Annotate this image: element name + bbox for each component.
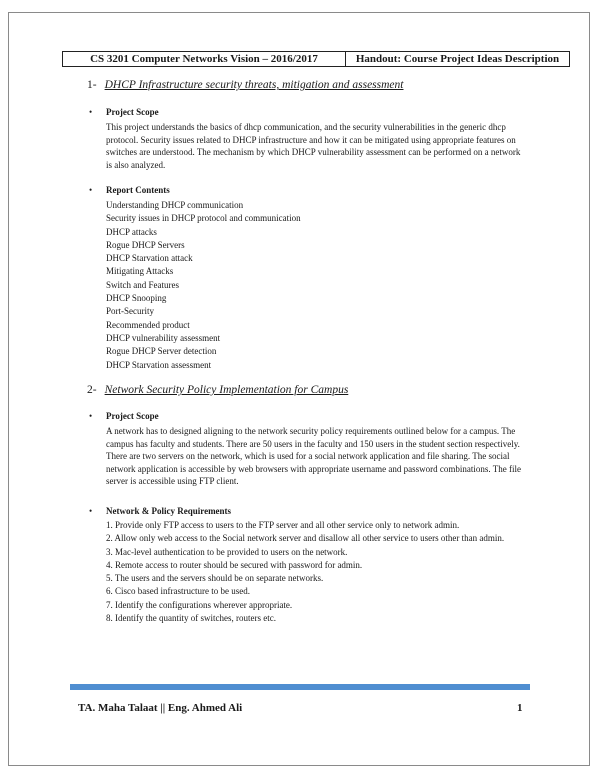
list-item: 1. Provide only FTP access to users to the FTP server and all other service only to network admin.	[106, 520, 460, 530]
list-item: Recommended product	[106, 319, 190, 330]
list-item: DHCP Snooping	[106, 293, 167, 304]
section-title-text: DHCP Infrastructure security threats, mitigation and assessment	[104, 79, 404, 91]
section-2-scope-heading: Project Scope	[106, 411, 159, 421]
list-item: Port-Security	[106, 306, 154, 317]
bullet-icon: •	[89, 185, 93, 195]
section-title-text: Network Security Policy Implementation for Campus	[104, 384, 349, 396]
section-2-requirements-list	[106, 519, 526, 625]
list-item: Understanding DHCP communication	[106, 200, 244, 210]
list-item: 8. Identify the quantity of switches, routers etc.	[106, 613, 276, 624]
list-item: DHCP attacks	[106, 226, 157, 237]
list-item: DHCP vulnerability assessment	[106, 332, 221, 343]
section-1-title	[87, 79, 403, 91]
section-2-requirements-heading: Network & Policy Requirements	[106, 506, 232, 516]
page-header	[62, 51, 570, 67]
handout-title: Handout: Course Project Ideas Description	[355, 53, 560, 65]
section-number: 2-	[87, 384, 97, 396]
section-1-contents-heading: Report Contents	[106, 185, 170, 195]
bullet-icon: •	[89, 411, 93, 421]
list-item: 7. Identify the configurations wherever appropriate.	[106, 599, 293, 610]
footer-divider	[70, 684, 530, 690]
list-item: DHCP Starvation assessment	[106, 359, 212, 370]
footer-authors: TA. Maha Talaat || Eng. Ahmed Ali	[78, 702, 243, 714]
bullet-icon: •	[89, 107, 93, 117]
list-item: 2. Allow only web access to the Social network server and disallow all other service to users other than admin.	[106, 533, 505, 544]
list-item: DHCP Starvation attack	[106, 253, 193, 264]
list-item: 6. Cisco based infrastructure to be used.	[106, 586, 250, 597]
section-2-scope-text: A network has to designed aligning to the network security policy requirements outlined below for a campus. The campus has faculty and students. There are 50 users in the faculty and 150 users in the student section respectively. There are two servers on the network, which is used for a social network application and file sharing. The social network application is accessible by web browsers with appropriate username and password combinations. The file server is accessible using FTP client.	[106, 426, 521, 486]
section-1-scope-heading: Project Scope	[106, 107, 159, 117]
list-item: Mitigating Attacks	[106, 266, 174, 277]
list-item: Rogue DHCP Servers	[106, 239, 185, 250]
list-item: 5. The users and the servers should be on separate networks.	[106, 573, 324, 584]
list-item: Switch and Features	[106, 279, 179, 290]
course-title: CS 3201 Computer Networks Vision – 2016/2017	[63, 52, 346, 66]
list-item: 3. Mac-level authentication to be provided to users on the network.	[106, 546, 348, 557]
bullet-icon: •	[89, 506, 93, 516]
section-1-contents-list	[106, 199, 301, 372]
list-item: Security issues in DHCP protocol and communication	[106, 213, 301, 224]
list-item: 4. Remote access to router should be secured with password for admin.	[106, 559, 363, 570]
section-2-title	[87, 384, 348, 396]
list-item: Rogue DHCP Server detection	[106, 346, 217, 357]
section-1-scope-text: This project understands the basics of dhcp communication, and the security vulnerabilities in the generic dhcp protocol. Security issues related to DHCP infrastructure and how it can be mitigated using appropriate features on switches are understood. The mechanism by which DHCP vulnerability assessment can be performed on a network is also analyzed.	[106, 122, 521, 170]
section-number: 1-	[87, 79, 97, 91]
page-number: 1	[517, 702, 523, 714]
